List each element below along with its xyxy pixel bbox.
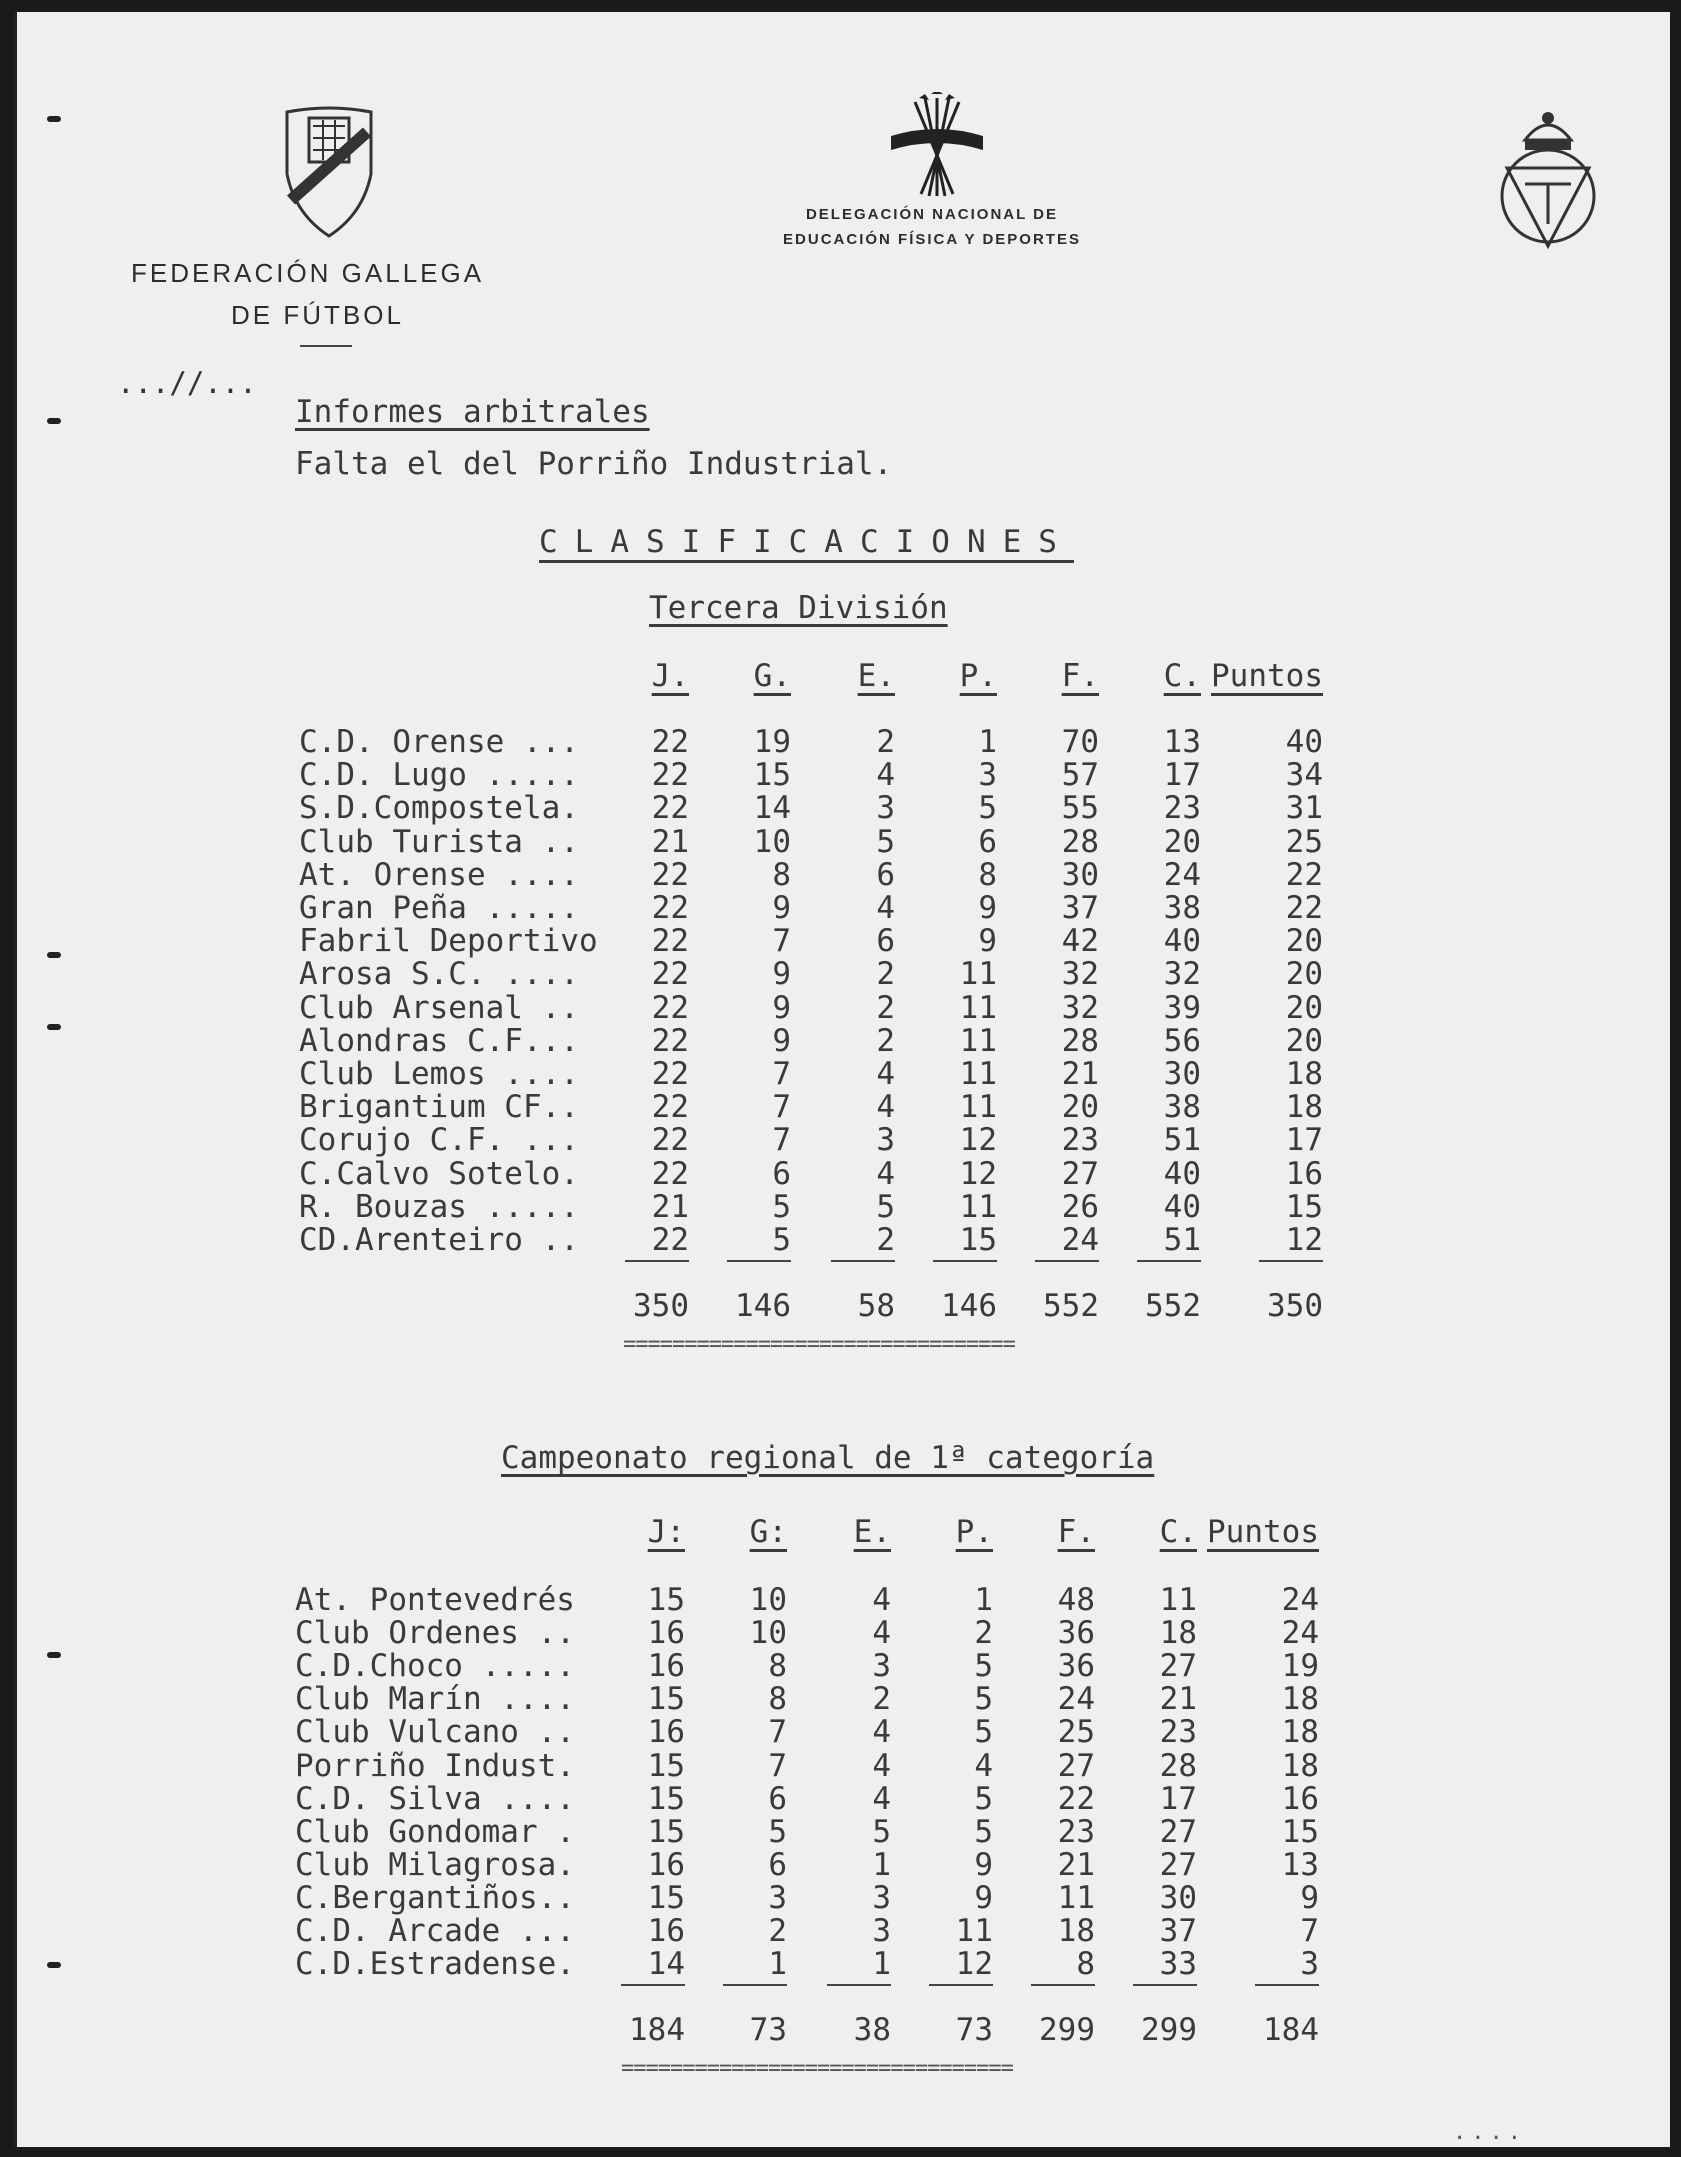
- document-page: [14, 12, 1670, 2147]
- table-cell: 9: [772, 890, 791, 926]
- table-cell: 4: [876, 890, 895, 926]
- table-cell: 18: [1285, 1056, 1323, 1092]
- table-cell: 22: [651, 989, 689, 1026]
- table-cell: 20: [1061, 1089, 1099, 1126]
- continuation-mark: ...//...: [117, 366, 257, 400]
- table-cell: 8: [978, 856, 997, 893]
- table-cell: 19: [1281, 1648, 1319, 1685]
- table-cell: 3: [872, 1879, 891, 1916]
- sum-rule: [1031, 1984, 1095, 1986]
- table-cell: 7: [768, 1747, 787, 1784]
- table-cell: 15: [1281, 1813, 1319, 1850]
- table-cell: 9: [978, 923, 997, 960]
- column-total: 552: [1145, 1288, 1201, 1324]
- table-cell: 8: [768, 1681, 787, 1718]
- table-cell: 12: [959, 1122, 997, 1159]
- team-name: Porriño Indust.: [295, 1747, 575, 1784]
- table-cell: 23: [1159, 1714, 1197, 1751]
- table-cell: 23: [1061, 1122, 1099, 1159]
- table-cell: 22: [651, 724, 689, 760]
- binder-hole: [47, 1652, 61, 1658]
- table-cell: 15: [1285, 1188, 1323, 1225]
- table-cell: 39: [1163, 989, 1201, 1026]
- team-name: At. Pontevedrés: [295, 1582, 575, 1618]
- table-cell: 4: [876, 1056, 895, 1092]
- sum-rule: [1137, 1260, 1201, 1262]
- sum-rule: [1259, 1260, 1323, 1262]
- table-cell: 22: [651, 1222, 689, 1258]
- table-cell: 22: [1285, 890, 1323, 926]
- table-cell: 37: [1159, 1913, 1197, 1949]
- table-cell: 22: [651, 923, 689, 960]
- team-name: Club Arsenal ..: [299, 989, 579, 1026]
- delegation-line-1: DELEGACIÓN NACIONAL DE: [805, 206, 1059, 223]
- table-cell: 22: [1057, 1780, 1095, 1817]
- table-cell: 16: [647, 1846, 685, 1883]
- table-cell: 4: [876, 757, 895, 794]
- column-header: Puntos: [1207, 1514, 1319, 1550]
- table-cell: 6: [876, 923, 895, 960]
- table-cell: 57: [1061, 757, 1099, 794]
- column-total: 350: [1267, 1288, 1323, 1324]
- table-cell: 18: [1285, 1089, 1323, 1126]
- table-cell: 4: [876, 1089, 895, 1126]
- team-name: C.D. Arcade ...: [295, 1913, 575, 1949]
- table-cell: 16: [647, 1913, 685, 1949]
- table-cell: 27: [1159, 1648, 1197, 1685]
- column-total: 184: [629, 2012, 685, 2048]
- table-cell: 23: [1057, 1813, 1095, 1850]
- team-name: R. Bouzas .....: [299, 1188, 579, 1225]
- column-total: 146: [735, 1288, 791, 1324]
- table-cell: 21: [1057, 1846, 1095, 1883]
- table-cell: 6: [876, 856, 895, 893]
- federation-line-1: FEDERACIÓN GALLEGA: [131, 258, 485, 288]
- table-cell: 24: [1057, 1681, 1095, 1718]
- table-cell: 10: [749, 1582, 787, 1618]
- table-cell: 32: [1163, 956, 1201, 993]
- table-cell: 2: [876, 989, 895, 1026]
- team-name: Club Gondomar .: [295, 1813, 575, 1850]
- table-cell: 8: [772, 856, 791, 893]
- sum-rule: [723, 1984, 787, 1986]
- table-cell: 2: [876, 1222, 895, 1258]
- royal-federation-crest-icon: [1495, 106, 1601, 250]
- table-cell: 36: [1057, 1648, 1095, 1685]
- table-cell: 4: [872, 1582, 891, 1618]
- table-cell: 7: [772, 1122, 791, 1159]
- team-name: Club Lemos ....: [299, 1056, 579, 1092]
- table-cell: 17: [1285, 1122, 1323, 1159]
- table-cell: 5: [872, 1813, 891, 1850]
- binder-hole: [47, 418, 61, 424]
- table-cell: 9: [772, 1022, 791, 1059]
- table-cell: 15: [647, 1813, 685, 1850]
- table-cell: 28: [1061, 1022, 1099, 1059]
- table-cell: 3: [1300, 1946, 1319, 1983]
- table-cell: 36: [1057, 1615, 1095, 1652]
- table-cell: 6: [978, 823, 997, 860]
- table-cell: 34: [1285, 757, 1323, 794]
- delegation-line-2: EDUCACIÓN FÍSICA Y DEPORTES: [783, 231, 1081, 248]
- team-name: Club Turista ..: [299, 823, 579, 860]
- table-cell: 5: [974, 1648, 993, 1685]
- sum-rule: [831, 1260, 895, 1262]
- table-cell: 11: [959, 1089, 997, 1126]
- referee-reports-note: Falta el del Porriño Industrial.: [295, 446, 893, 482]
- table-cell: 18: [1159, 1615, 1197, 1652]
- table-cell: 24: [1163, 856, 1201, 893]
- table-cell: 51: [1163, 1222, 1201, 1258]
- team-name: Corujo C.F. ...: [299, 1122, 579, 1159]
- table-cell: 33: [1159, 1946, 1197, 1983]
- table-cell: 40: [1163, 1155, 1201, 1192]
- sum-rule: [621, 1984, 685, 1986]
- column-header: J.: [651, 658, 689, 694]
- column-header: Puntos: [1211, 658, 1323, 694]
- table-cell: 5: [772, 1222, 791, 1258]
- table-cell: 2: [872, 1681, 891, 1718]
- table-cell: 28: [1159, 1747, 1197, 1784]
- table-cell: 15: [647, 1582, 685, 1618]
- team-name: Club Milagrosa.: [295, 1846, 575, 1883]
- table-cell: 24: [1281, 1615, 1319, 1652]
- table-cell: 26: [1061, 1188, 1099, 1225]
- table-cell: 70: [1061, 724, 1099, 760]
- table-cell: 9: [974, 1846, 993, 1883]
- table-cell: 40: [1163, 923, 1201, 960]
- delegation-name: [717, 202, 1147, 252]
- table-cell: 11: [959, 1188, 997, 1225]
- table-cell: 38: [1163, 890, 1201, 926]
- table-cell: 22: [651, 1089, 689, 1126]
- table-cell: 30: [1159, 1879, 1197, 1916]
- table-cell: 22: [651, 1122, 689, 1159]
- table-cell: 14: [647, 1946, 685, 1983]
- team-name: C.D.Choco .....: [295, 1648, 575, 1685]
- table-cell: 3: [768, 1879, 787, 1916]
- table-cell: 25: [1285, 823, 1323, 860]
- table-cell: 16: [1281, 1780, 1319, 1817]
- sum-rule: [1035, 1260, 1099, 1262]
- federation-line-2: DE FÚTBOL: [231, 300, 404, 330]
- table-cell: 42: [1061, 923, 1099, 960]
- table-cell: 3: [876, 790, 895, 827]
- table-cell: 17: [1163, 757, 1201, 794]
- table-cell: 24: [1281, 1582, 1319, 1618]
- sum-rule: [933, 1260, 997, 1262]
- team-name: Alondras C.F...: [299, 1022, 579, 1059]
- table-cell: 55: [1061, 790, 1099, 827]
- table-cell: 27: [1057, 1747, 1095, 1784]
- table-cell: 11: [959, 989, 997, 1026]
- binder-hole: [47, 116, 61, 122]
- sum-rule: [625, 1260, 689, 1262]
- team-name: Club Vulcano ..: [295, 1714, 575, 1751]
- federation-crest-icon: [283, 104, 375, 239]
- sum-rule: [827, 1984, 891, 1986]
- table-cell: 30: [1163, 1056, 1201, 1092]
- table-cell: 22: [1285, 856, 1323, 893]
- team-name: Arosa S.C. ....: [299, 956, 579, 993]
- sum-rule: [1133, 1984, 1197, 1986]
- table-cell: 22: [651, 790, 689, 827]
- table-cell: 8: [768, 1648, 787, 1685]
- table-cell: 25: [1057, 1714, 1095, 1751]
- table-cell: 22: [651, 890, 689, 926]
- table-cell: 21: [651, 823, 689, 860]
- table-cell: 17: [1159, 1780, 1197, 1817]
- table-cell: 7: [772, 1056, 791, 1092]
- regional-championship-title: Campeonato regional de 1ª categoría: [501, 1440, 1155, 1476]
- column-total: 38: [853, 2012, 891, 2048]
- table-cell: 2: [876, 956, 895, 993]
- team-name: At. Orense ....: [299, 856, 579, 893]
- footer-dots: ....: [1453, 2120, 1526, 2145]
- table-cell: 3: [872, 1648, 891, 1685]
- table-cell: 9: [772, 989, 791, 1026]
- table-cell: 5: [974, 1780, 993, 1817]
- table-cell: 15: [753, 757, 791, 794]
- table-cell: 6: [772, 1155, 791, 1192]
- table-cell: 10: [749, 1615, 787, 1652]
- table-cell: 6: [768, 1780, 787, 1817]
- column-header: G.: [753, 658, 791, 694]
- team-name: Fabril Deportivo: [299, 923, 598, 960]
- table-cell: 7: [772, 923, 791, 960]
- classifications-title: CLASIFICACIONES: [539, 524, 1074, 560]
- table-cell: 8: [1076, 1946, 1095, 1983]
- column-total: 299: [1141, 2012, 1197, 2048]
- table-cell: 1: [768, 1946, 787, 1983]
- table-cell: 4: [974, 1747, 993, 1784]
- table-cell: 11: [959, 1056, 997, 1092]
- table-cell: 1: [872, 1946, 891, 1983]
- double-rule: ================================: [623, 1332, 1015, 1357]
- table-cell: 2: [876, 1022, 895, 1059]
- team-name: Gran Peña .....: [299, 890, 579, 926]
- table-cell: 18: [1281, 1714, 1319, 1751]
- table-cell: 22: [651, 1155, 689, 1192]
- federation-rule: [300, 345, 352, 347]
- table-cell: 5: [876, 823, 895, 860]
- table-cell: 15: [647, 1879, 685, 1916]
- table-cell: 9: [772, 956, 791, 993]
- table-cell: 13: [1163, 724, 1201, 760]
- federation-name: [131, 252, 531, 336]
- column-total: 552: [1043, 1288, 1099, 1324]
- double-rule: ================================: [621, 2056, 1013, 2081]
- team-name: C.Bergantiños..: [295, 1879, 575, 1916]
- table-cell: 11: [1159, 1582, 1197, 1618]
- table-cell: 16: [647, 1615, 685, 1652]
- table-cell: 3: [876, 1122, 895, 1159]
- referee-reports-title: Informes arbitrales: [295, 394, 650, 430]
- column-total: 350: [633, 1288, 689, 1324]
- sum-rule: [929, 1984, 993, 1986]
- column-header: G:: [749, 1514, 787, 1550]
- table-cell: 18: [1281, 1681, 1319, 1718]
- table-cell: 5: [772, 1188, 791, 1225]
- table-cell: 15: [647, 1780, 685, 1817]
- table-cell: 40: [1285, 724, 1323, 760]
- table-cell: 5: [768, 1813, 787, 1850]
- table-cell: 30: [1061, 856, 1099, 893]
- table-cell: 12: [955, 1946, 993, 1983]
- table-cell: 23: [1163, 790, 1201, 827]
- table-cell: 48: [1057, 1582, 1095, 1618]
- table-cell: 21: [1159, 1681, 1197, 1718]
- table-cell: 9: [1300, 1879, 1319, 1916]
- table-cell: 22: [651, 1056, 689, 1092]
- table-cell: 15: [647, 1681, 685, 1718]
- sum-rule: [727, 1260, 791, 1262]
- table-cell: 20: [1285, 956, 1323, 993]
- table-cell: 18: [1281, 1747, 1319, 1784]
- table-cell: 16: [647, 1648, 685, 1685]
- team-name: Club Marín ....: [295, 1681, 575, 1718]
- table-cell: 31: [1285, 790, 1323, 827]
- table-cell: 21: [1061, 1056, 1099, 1092]
- table-cell: 10: [753, 823, 791, 860]
- table-cell: 12: [1285, 1222, 1323, 1258]
- table-cell: 5: [974, 1714, 993, 1751]
- table-cell: 7: [768, 1714, 787, 1751]
- team-name: C.D.Estradense.: [295, 1946, 575, 1983]
- table-cell: 20: [1285, 923, 1323, 960]
- column-total: 73: [749, 2012, 787, 2048]
- table-cell: 1: [978, 724, 997, 760]
- team-name: C.Calvo Sotelo.: [299, 1155, 579, 1192]
- table-cell: 27: [1061, 1155, 1099, 1192]
- table-cell: 32: [1061, 956, 1099, 993]
- table-cell: 56: [1163, 1022, 1201, 1059]
- sum-rule: [1255, 1984, 1319, 1986]
- column-header: E.: [857, 658, 895, 694]
- table-cell: 24: [1061, 1222, 1099, 1258]
- table-cell: 32: [1061, 989, 1099, 1026]
- table-cell: 20: [1285, 1022, 1323, 1059]
- table-cell: 5: [876, 1188, 895, 1225]
- table-cell: 27: [1159, 1846, 1197, 1883]
- table-cell: 4: [872, 1780, 891, 1817]
- table-cell: 9: [978, 890, 997, 926]
- table-cell: 16: [647, 1714, 685, 1751]
- binder-hole: [47, 1962, 61, 1968]
- team-name: C.D. Lugo .....: [299, 757, 579, 794]
- column-header: J:: [647, 1514, 685, 1550]
- table-cell: 9: [974, 1879, 993, 1916]
- column-total: 73: [955, 2012, 993, 2048]
- column-header: P.: [955, 1514, 993, 1550]
- team-name: Brigantium CF..: [299, 1089, 579, 1126]
- column-header: F.: [1061, 658, 1099, 694]
- team-name: C.D. Silva ....: [295, 1780, 575, 1817]
- table-cell: 22: [651, 856, 689, 893]
- table-cell: 1: [872, 1846, 891, 1883]
- column-header: C.: [1159, 1514, 1197, 1550]
- table-cell: 7: [1300, 1913, 1319, 1949]
- table-cell: 27: [1159, 1813, 1197, 1850]
- table-cell: 22: [651, 757, 689, 794]
- team-name: C.D. Orense ...: [299, 724, 579, 760]
- table-cell: 12: [959, 1155, 997, 1192]
- yoke-and-arrows-emblem-icon: [887, 92, 987, 200]
- table-cell: 40: [1163, 1188, 1201, 1225]
- table-cell: 13: [1281, 1846, 1319, 1883]
- table-cell: 11: [955, 1913, 993, 1949]
- table-cell: 15: [647, 1747, 685, 1784]
- table-cell: 22: [651, 1022, 689, 1059]
- table-cell: 5: [974, 1681, 993, 1718]
- table-cell: 6: [768, 1846, 787, 1883]
- column-total: 58: [857, 1288, 895, 1324]
- table-cell: 4: [872, 1615, 891, 1652]
- column-total: 146: [941, 1288, 997, 1324]
- table-cell: 3: [978, 757, 997, 794]
- table-cell: 21: [651, 1188, 689, 1225]
- column-header: F.: [1057, 1514, 1095, 1550]
- team-name: Club Ordenes ..: [295, 1615, 575, 1652]
- team-name: CD.Arenteiro ..: [299, 1222, 579, 1258]
- table-cell: 4: [872, 1714, 891, 1751]
- table-cell: 14: [753, 790, 791, 827]
- table-cell: 11: [1057, 1879, 1095, 1916]
- table-cell: 20: [1285, 989, 1323, 1026]
- table-cell: 22: [651, 956, 689, 993]
- table-cell: 19: [753, 724, 791, 760]
- table-cell: 11: [959, 1022, 997, 1059]
- column-total: 184: [1263, 2012, 1319, 2048]
- column-header: P.: [959, 658, 997, 694]
- column-header: C.: [1163, 658, 1201, 694]
- table-cell: 4: [876, 1155, 895, 1192]
- table-cell: 18: [1057, 1913, 1095, 1949]
- table-cell: 16: [1285, 1155, 1323, 1192]
- table-cell: 1: [974, 1582, 993, 1618]
- column-header: E.: [853, 1514, 891, 1550]
- binder-hole: [47, 952, 61, 958]
- table-cell: 20: [1163, 823, 1201, 860]
- table-cell: 51: [1163, 1122, 1201, 1159]
- table-cell: 5: [974, 1813, 993, 1850]
- table-cell: 15: [959, 1222, 997, 1258]
- tercera-division-title: Tercera División: [649, 590, 948, 626]
- column-total: 299: [1039, 2012, 1095, 2048]
- team-name: S.D.Compostela.: [299, 790, 579, 827]
- table-cell: 2: [876, 724, 895, 760]
- table-cell: 2: [768, 1913, 787, 1949]
- table-cell: 2: [974, 1615, 993, 1652]
- table-cell: 37: [1061, 890, 1099, 926]
- table-cell: 11: [959, 956, 997, 993]
- table-cell: 38: [1163, 1089, 1201, 1126]
- table-cell: 4: [872, 1747, 891, 1784]
- table-cell: 3: [872, 1913, 891, 1949]
- table-cell: 7: [772, 1089, 791, 1126]
- table-cell: 28: [1061, 823, 1099, 860]
- table-cell: 5: [978, 790, 997, 827]
- binder-hole: [47, 1024, 61, 1030]
